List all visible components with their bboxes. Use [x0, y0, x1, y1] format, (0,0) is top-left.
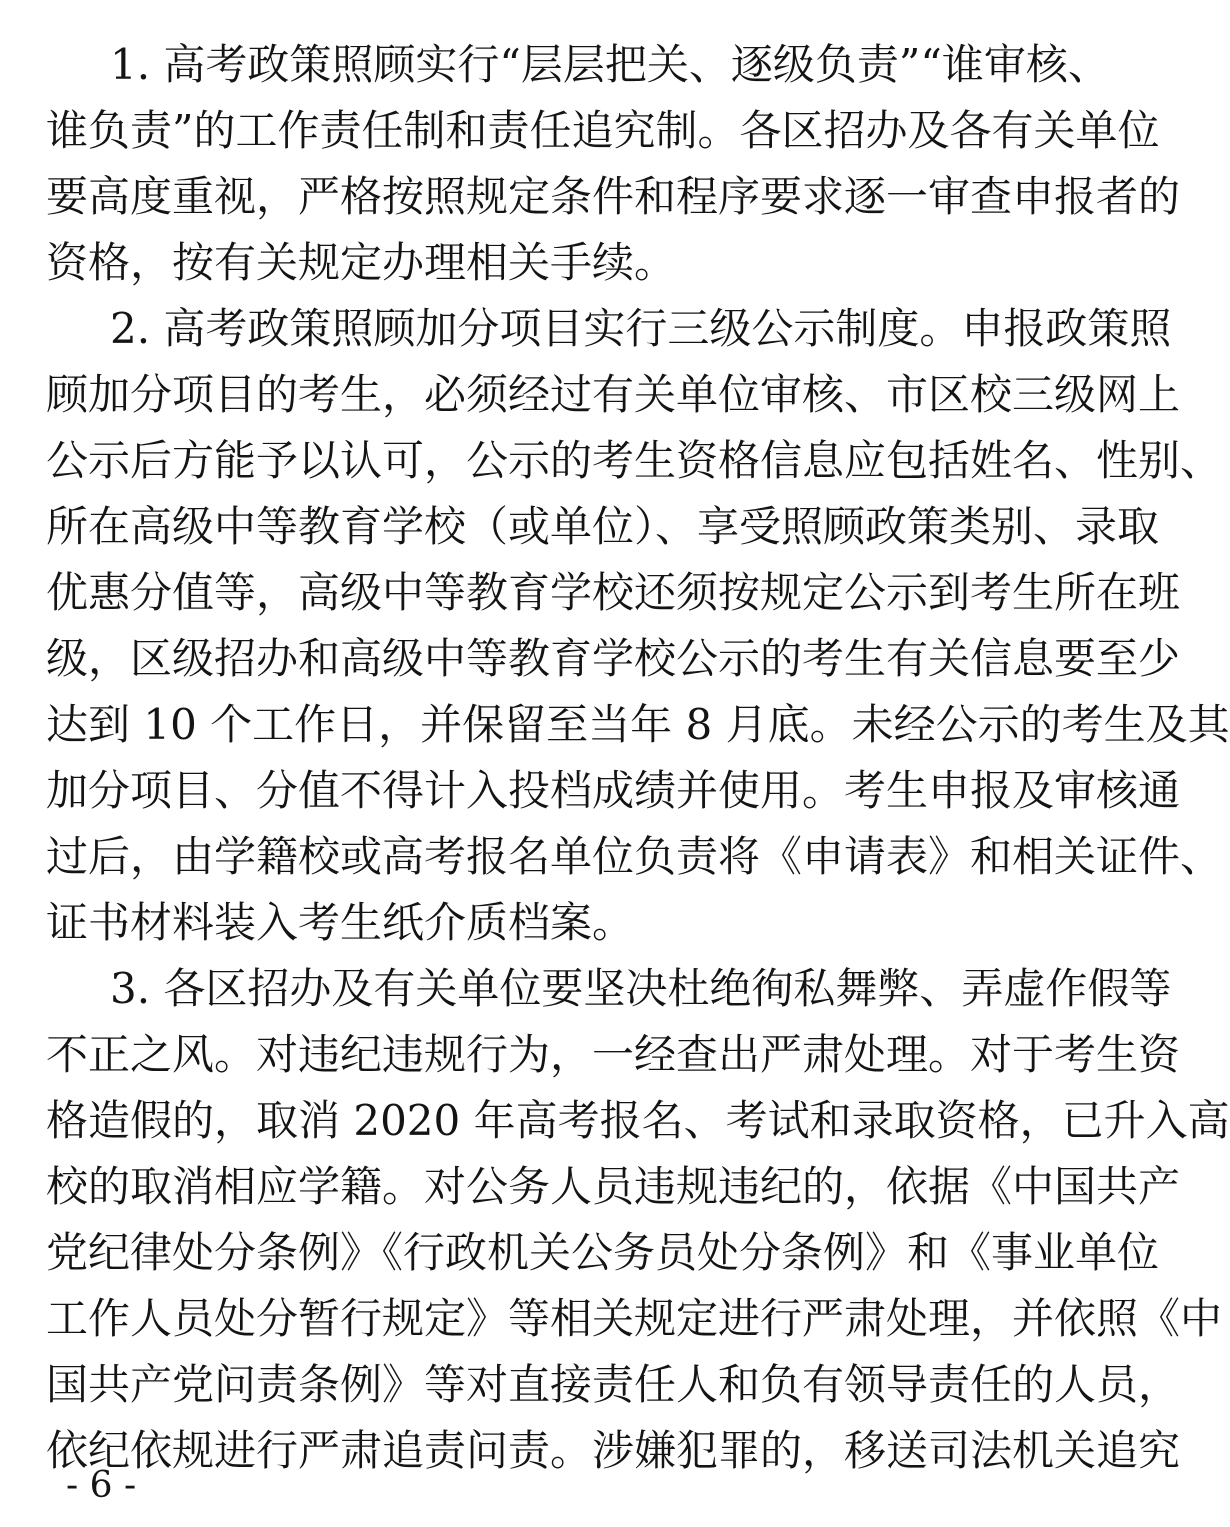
text-line: 证书材料装入考生纸介质档案。: [46, 898, 635, 947]
text-line: 顾加分项目的考生，必须经过有关单位审核、市区校三级网上: [46, 370, 1181, 419]
text-line: 不正之风。对违纪违规行为，一经查出严肃处理。对于考生资: [46, 1030, 1181, 1079]
text-line: 优惠分值等，高级中等教育学校还须按规定公示到考生所在班: [46, 568, 1181, 617]
text-line: 校的取消相应学籍。对公务人员违规违纪的，依据《中国共产: [46, 1162, 1181, 1211]
text-line: 2. 高考政策照顾加分项目实行三级公示制度。申报政策照: [110, 304, 1172, 353]
text-line: 国共产党问责条例》等对直接责任人和负有领导责任的人员，: [46, 1360, 1181, 1409]
text-line: 党纪律处分条例》《行政机关公务员处分条例》和《事业单位: [46, 1228, 1160, 1277]
text-line: 要高度重视，严格按照规定条件和程序要求逐一审查申报者的: [46, 172, 1181, 221]
text-line: 依纪依规进行严肃追责问责。涉嫌犯罪的，移送司法机关追究: [46, 1426, 1181, 1475]
text-line: 所在高级中等教育学校（或单位）、享受照顾政策类别、录取: [46, 502, 1160, 551]
page-number: - 6 -: [66, 1465, 137, 1506]
text-line: 1. 高考政策照顾实行“层层把关、逐级负责”“谁审核、: [110, 40, 1110, 89]
text-line: 工作人员处分暂行规定》等相关规定进行严肃处理，并依照《中: [46, 1294, 1223, 1343]
text-line: 公示后方能予以认可，公示的考生资格信息应包括姓名、性别、: [46, 436, 1223, 485]
text-line: 级，区级招办和高级中等教育学校公示的考生有关信息要至少: [46, 634, 1181, 683]
text-line: 资格，按有关规定办理相关手续。: [46, 238, 677, 287]
text-line: 达到 10 个工作日，并保留至当年 8 月底。未经公示的考生及其: [46, 700, 1230, 749]
text-line: 格造假的，取消 2020 年高考报名、考试和录取资格，已升入高: [46, 1096, 1230, 1145]
text-line: 过后，由学籍校或高考报名单位负责将《申请表》和相关证件、: [46, 832, 1223, 881]
text-line: 加分项目、分值不得计入投档成绩并使用。考生申报及审核通: [46, 766, 1181, 815]
text-line: 谁负责”的工作责任制和责任追究制。各区招办及各有关单位: [46, 106, 1160, 155]
text-line: 3. 各区招办及有关单位要坚决杜绝徇私舞弊、弄虚作假等: [110, 964, 1172, 1013]
